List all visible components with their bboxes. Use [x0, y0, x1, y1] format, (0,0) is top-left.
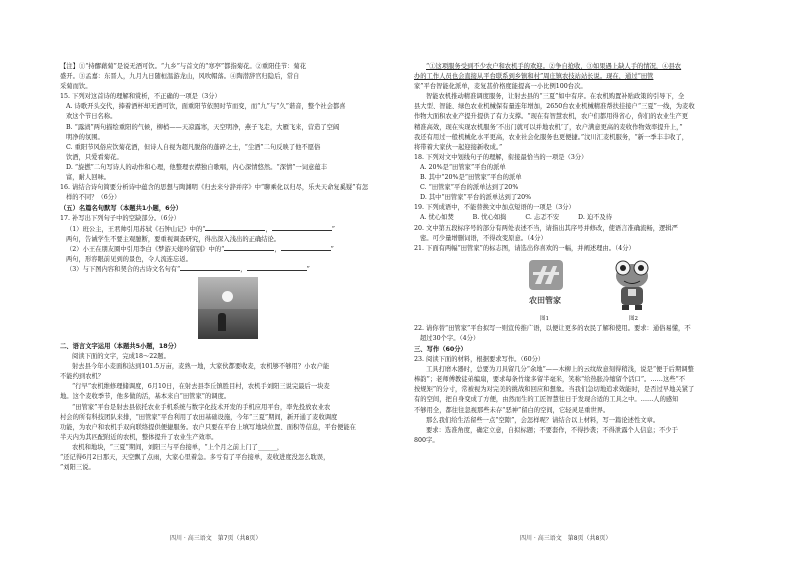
- section-heading-3: 三、写作（60分）: [414, 345, 467, 353]
- figure-1-caption: 图1: [540, 315, 549, 322]
- underlined-passage: “①这项服务受到不少农户和农机手的欢迎。②争自抢收，③如果遇上缺人手的情况，④县农: [426, 63, 682, 70]
- material-line: 不够用全，都往往忽视那些未存“恶神”留白的空间，它轻灵足重世界。: [414, 406, 610, 414]
- question-16: 16. 请结合诗句简要分析诗中蕴含的思想与陶渊明《归去来兮辞并序》中“聊乘化以归尽，乐夫天命复奚疑”有怎: [60, 184, 369, 192]
- passage-line: 射去县今年小麦面积达到101.5万亩，麦熟一地，大家伙都要收麦，农机够不够用？小农户能: [72, 363, 330, 371]
- option-c: C. “田管家”平台的派单达到了20%: [420, 184, 519, 192]
- underlined-passage: 办的工作人员也会直接从平台联系到乡镇和村”周庄镇农技站站长说。现在，通过“田管: [414, 73, 654, 81]
- option-a-cont: 欢这个节日名称。: [66, 113, 117, 121]
- note-line: 【注】①“持醪藉菊”是说无酒可饮。“九乡”与首文的“寒亭”都指菊花。②重阳佳节：菊花: [60, 63, 307, 70]
- material-line: 棒韵”；老师傅教徒弟编扇，要求每条竹缘多留半毫米，笑称“给热胀冷缩留个活口”。……这些“不: [414, 376, 686, 384]
- question-20: 20. 文中第五段标序号的部分有两处表述不当，请指出其序号并修改，使语言准确流畅，逻辑严: [414, 224, 678, 232]
- passage-line: 家”平台智能化派单，麦复甚价格度能提高一小比例100台次。: [414, 83, 587, 91]
- question-22-cont: 超过30个字。（4分）: [420, 334, 480, 342]
- passage-line: 将带着大家伙一起迎接新收成。”: [414, 143, 503, 151]
- passage-line: 作物大面积农业产提升提供了有力支撑。“现在有智慧农机，农户们都用得省心，你们的农业生产更: [414, 113, 688, 121]
- passage-line: 村会的所有科技团队来排，“田管家”平台利用了农田基础设施，今年“三夏”期间，新开通了麦收调度: [60, 413, 338, 421]
- writing-requirements-cont: 800字。: [414, 436, 439, 444]
- question-17: 17. 补写出下列句子中的空缺部分。（6分）: [60, 215, 180, 223]
- option-b: B. 其中“20%是“田管家”平台的派单: [420, 174, 522, 182]
- option-a: A. 诗歌开头交代，捧着酒杯却无酒可饮，面重阳节依照时节而变，而“九”与“久”谐音，整个社会都喜: [66, 103, 346, 111]
- passage-line: 农机和地块，“三夏”期间，刘阳三与平台接单，“上个月之前上门了______，: [72, 443, 284, 451]
- left-page: [60, 62, 416, 522]
- question-18: 18. 下列对文中划线句子的理解，衔接最恰当的一项是（3分）: [414, 153, 588, 161]
- material-line: 按规矩”的分寸，常被视为对完美的挑战和回应和想象。当我们急切地追求效能时，是否过早地关紧了: [414, 386, 695, 394]
- question-17-3: （3）与下图内容和契合的古诗文名句有“ ， ”: [66, 265, 310, 273]
- passage-line: ”刘阳三说。: [60, 464, 95, 472]
- right-page: [414, 62, 770, 522]
- passage-line: “田管家”平台是射去县依托农业手机系统与数字化技术开发的手机应用平台，率先投放农业农: [72, 403, 331, 411]
- question-17-1: （1）班公主，王君帅引用苏轼《石钟山记》中的“ ， ”: [66, 225, 335, 233]
- option-c-cont: 饮酒，只爱看菊花。: [66, 153, 123, 161]
- question-19: 19. 下列成语中，不能替换文中加点短语的一项是（3分）: [414, 204, 575, 212]
- question-23: 23. 阅读下面的材料，根据要求写作。（60分）: [414, 356, 545, 364]
- material-line: 工具打磨木器时，总要为刀具留几分“余地”——木柳上的云纹故意刻得稍浅，说是“便于后期调整: [426, 366, 694, 374]
- option-b: B. “露渍”两句描绘重阳的气候，柳梢——天凉露寒，天空明净，燕子飞走，大雁飞来，营造了空阔: [66, 123, 340, 131]
- frog-mascot-icon: [610, 256, 654, 316]
- question-22: 22. 请你替“田管家”平台拟写一则宣传推广语，以便让更多的农民了解和使用。要求：通俗易懂，不: [414, 324, 691, 332]
- passage-line: “行早”农机维修理储调度，6月10日，在射去县李丘镇胜目村，农机手刘阳三说完最后一块麦: [72, 383, 330, 391]
- option-a: A. 20%是“田管家”平台的派单: [420, 163, 506, 171]
- question-19-options: A. 忧心如焚 B. 忧心如捣 C. 忐忑不安 D. 迫不及待: [420, 214, 613, 222]
- reading-instruction: 阅读下面的文字，完成18～22题。: [72, 353, 170, 361]
- option-c: C. 重阳节风俗应饮菊花酒，但诗人自视为超凡脱俗的蓬碎之士，“尘酒”二句反映了他不愿俗: [66, 143, 321, 151]
- question-17-1-cont: 两句，告诫学生不要主观臆断，要重视调查研究，得出深入浅出的正确结论。: [66, 235, 281, 243]
- section-heading-2: 二、语言文字运用（本题共5小题，18分）: [60, 342, 181, 350]
- question-20-cont: 密。可少量增删词语，不得改变原意。（4分）: [420, 234, 547, 242]
- passage-line: 我还有用过一般机械化水平更高，农业社会化服务也更便捷。”汶川汇麦机服务，“新一季丰丰收了，: [414, 133, 689, 141]
- passage-line: 精准高效，现在实现农机服务‘不出门就可以并地农机’了，农户满意更高的麦收作物效率提升上，”: [414, 123, 683, 131]
- option-d: D. 其中“田管家”平台的派单达到了20%: [420, 194, 532, 202]
- passage-line: 地。这个麦收季节，他多做的活，基本来自“田管家”的调度。: [60, 393, 231, 401]
- question-17-2-cont: 两句，形容眼前见到的景色，令人流连忘返。: [66, 255, 192, 263]
- passage-line: 功能，为农户和农机手双向联络提供便捷服务。农户只要在平台上填写地块位置、面积等信息，平台便能在: [60, 423, 356, 431]
- note-line: 盛开。③孟嘉：东晋人，九月九日随桓温游龙山，风吹帽落。④陶潜辞官归隐后，常自: [60, 73, 300, 81]
- note-line: 采菊而饮。: [60, 83, 92, 91]
- passage-line: 不能约到农机？: [60, 373, 105, 381]
- option-d-cont: 富，耐人回味。: [66, 174, 111, 182]
- footer-page-7: 四川 · 高三语文 第7页（共8页）: [170, 535, 262, 542]
- question-21: 21. 下面有两幅“田管家”的标志图，请选出你喜欢的一幅，并阐述理由。（4分）: [414, 244, 635, 252]
- river-sunset-photo: [198, 277, 258, 339]
- logo1-text: 农田管家: [529, 295, 561, 305]
- question-15: 15. 下列对这首诗的理解和赏析，不正确的一项是（3分）: [60, 93, 221, 101]
- logo-figures: [414, 256, 770, 322]
- field-steward-logo-icon: [517, 256, 573, 316]
- writing-requirements: 要求：选准角度，确定立意，自拟标题；不要套作，不得抄袭；不得泄露个人信息；不少于: [426, 426, 678, 434]
- material-line: 有的空间，把自身变成了方便，由然而生的工匠智慧往日于发现合适的工具之中。……人的感知: [414, 396, 679, 404]
- passage-line: 智能农机推动精准调度服务，让射去县的“三夏”如中有序。在农机购置补贴政策的引导下，全: [426, 93, 685, 101]
- passage-line: 半天内为其匹配附近的农机，整体提升了农业生产效率。: [60, 433, 218, 441]
- passage-line: “还记得6月2日那天，天空飘了点雨，大家心里着急。多亏有了平台接单，麦收进度没怎么耽误，: [60, 454, 330, 461]
- option-d: D. “旋撚”二句写诗人的动作和心理，他整理衣襟独自歌唱，内心深情悠然。“深情”一词意蕴丰: [66, 163, 327, 171]
- figure-2-caption: 图2: [629, 315, 638, 322]
- section-heading-5: （五）名篇名句默写（本题共1小题，6分）: [60, 205, 183, 213]
- option-b-cont: 明净的氛围。: [66, 133, 104, 141]
- passage-line: 县大型、智能、绿色农业机械保有量连年增加，2650台农业机械精准帮扶挂接户“三夏”一线，为麦收: [414, 103, 695, 111]
- writing-prompt: 那么我们给生活留些一点“空隙”，会怎样呢？请结合以上材料，写一篇论述性文章。: [426, 416, 660, 424]
- footer-page-8: 四川 · 高三语文 第8页（共8页）: [520, 535, 612, 542]
- question-16-cont: 样的不同？（6分）: [66, 194, 121, 202]
- question-17-2: （2）小王在朋友圈中引用李白《梦游天姥吟留别》中的“ ， ”: [66, 245, 334, 253]
